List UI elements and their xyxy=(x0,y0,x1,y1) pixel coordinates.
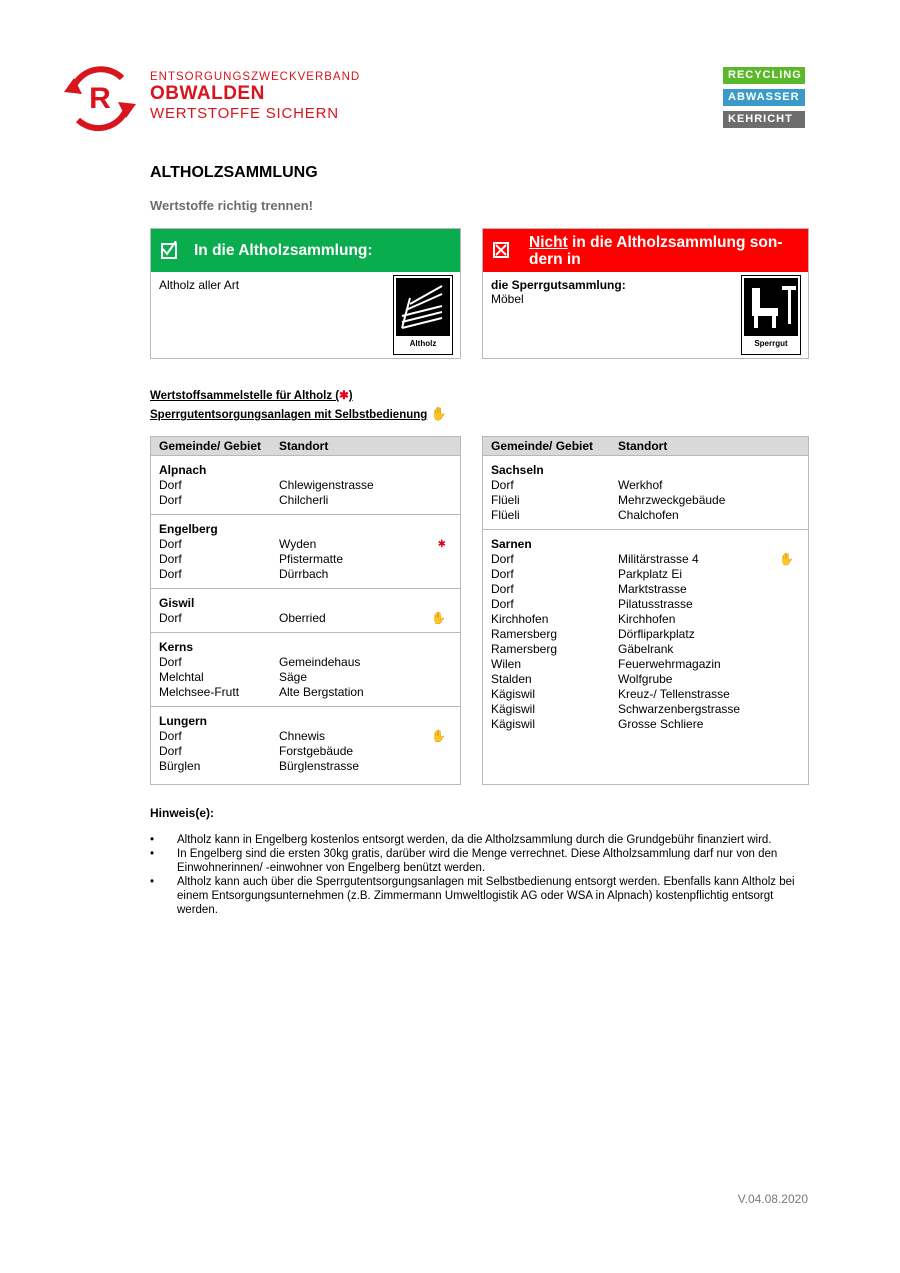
table-row xyxy=(151,567,460,582)
area-cell: Flüeli xyxy=(491,508,520,522)
hint-item: • Altholz kann auch über die Sperrgutentsorgungsanlagen mit Selbstbedienung entsorgt werden. Ebenfalls kann Altholz bei einem Entsorgungsunternehmen (z.B. Zimmermann Umweltlogistik AG oder WSA in Alpnach) kostenpflichtig entsorgt werden. xyxy=(150,875,810,917)
hint-item: • Altholz kann in Engelberg kostenlos entsorgt werden, da die Altholzsammlung durch die Grundgebühr finanziert wird. xyxy=(150,833,810,847)
brand-name xyxy=(150,70,360,123)
area-cell: Dorf xyxy=(491,552,514,566)
area-cell: Dorf xyxy=(491,567,514,581)
site-cell: Grosse Schliere xyxy=(618,717,704,731)
site-cell: Gemeindehaus xyxy=(279,655,361,669)
legend-altholz-text: Wertstoffsammelstelle für Altholz ( xyxy=(150,390,340,402)
area-cell: Dorf xyxy=(159,611,182,625)
table-row xyxy=(483,597,808,612)
table-row xyxy=(151,493,460,508)
area-cell: Dorf xyxy=(491,582,514,596)
tag-kehricht: KEHRICHT xyxy=(723,111,805,128)
table-row xyxy=(483,657,808,672)
table-header xyxy=(151,437,460,456)
brand-line-3: WERTSTOFFE SICHERN xyxy=(150,105,339,122)
table-row xyxy=(151,478,460,493)
hand-icon: ✋ xyxy=(431,611,446,625)
heading-line-2: dern in xyxy=(529,251,581,268)
table-header xyxy=(483,437,808,456)
area-cell: Kirchhofen xyxy=(491,612,549,626)
area-cell: Dorf xyxy=(159,493,182,507)
site-cell: Chnewis xyxy=(279,729,326,743)
box-not-allowed-bold-text: die Sperrgutsammlung: xyxy=(491,278,626,292)
table-row xyxy=(483,508,808,523)
location-group xyxy=(151,707,460,780)
municipality-name: Lungern xyxy=(159,714,207,728)
header-gemeinde: Gemeinde/ Gebiet xyxy=(159,439,262,453)
page-subtitle: Wertstoffe richtig trennen! xyxy=(150,198,313,213)
municipality-name: Sarnen xyxy=(491,537,532,551)
legend-sperrgut-text: Sperrgutentsorgungsanlagen mit Selbstbedienung xyxy=(150,409,428,421)
site-cell: Kirchhofen xyxy=(618,612,676,626)
area-cell: Dorf xyxy=(159,567,182,581)
brand-line-1: ENTSORGUNGSZWECKVERBAND xyxy=(150,71,361,83)
area-cell: Melchsee-Frutt xyxy=(159,685,240,699)
box-allowed-header xyxy=(151,229,460,272)
recycling-r-logo-icon xyxy=(60,64,140,132)
area-cell: Flüeli xyxy=(491,493,520,507)
sperrgut-caption: Sperrgut xyxy=(754,339,788,348)
area-cell: Dorf xyxy=(491,597,514,611)
table-row xyxy=(483,687,808,702)
heading-line-1: in die Altholzsammlung son- xyxy=(567,234,783,251)
table-row xyxy=(151,537,460,552)
legend-altholz-end: ) xyxy=(348,390,353,402)
table-row xyxy=(483,642,808,657)
location-group xyxy=(483,530,808,738)
star-marker-icon: ✱ xyxy=(437,539,446,550)
hand-icon: ✋ xyxy=(431,729,446,743)
area-cell: Dorf xyxy=(159,537,182,551)
box-allowed xyxy=(150,228,461,359)
table-row xyxy=(483,627,808,642)
table-body xyxy=(151,456,460,780)
altholz-pictogram xyxy=(393,275,453,355)
site-cell: Alte Bergstation xyxy=(279,685,364,699)
site-cell: Säge xyxy=(279,670,308,684)
site-cell: Mehrzweckgebäude xyxy=(618,493,726,507)
box-not-allowed xyxy=(482,228,809,359)
area-cell: Dorf xyxy=(491,478,514,492)
hints-list xyxy=(150,833,810,917)
legend-line-2 xyxy=(150,405,447,424)
box-not-allowed-body xyxy=(483,272,808,358)
table-row xyxy=(483,478,808,493)
table-row xyxy=(483,552,808,567)
legend xyxy=(150,388,447,424)
table-row xyxy=(151,670,460,685)
site-cell: Wolfgrube xyxy=(618,672,673,686)
table-row xyxy=(151,729,460,744)
tag-recycling: RECYCLING xyxy=(723,67,805,84)
area-cell: Wilen xyxy=(491,657,522,671)
area-cell: Kägiswil xyxy=(491,717,536,731)
site-cell: Parkplatz Ei xyxy=(618,567,683,581)
area-cell: Ramersberg xyxy=(491,627,558,641)
site-cell: Kreuz-/ Tellenstrasse xyxy=(618,687,730,701)
area-cell: Stalden xyxy=(491,672,532,686)
table-row xyxy=(483,493,808,508)
checkbox-x-icon xyxy=(493,242,509,258)
municipality-name: Engelberg xyxy=(159,522,218,536)
header-standort: Standort xyxy=(279,439,329,453)
location-group xyxy=(151,589,460,633)
municipality-name: Alpnach xyxy=(159,463,207,477)
logo xyxy=(60,64,140,132)
municipality-name: Giswil xyxy=(159,596,195,610)
table-body xyxy=(483,456,808,738)
logo-letter: R xyxy=(89,82,111,115)
table-row xyxy=(151,759,460,774)
star-marker-icon: ✱ xyxy=(339,390,349,402)
altholz-caption: Altholz xyxy=(409,339,437,348)
location-group xyxy=(151,633,460,707)
right-locations-table xyxy=(482,436,809,785)
hand-icon: ✋ xyxy=(779,552,794,566)
site-cell: Militärstrasse 4 xyxy=(618,552,699,566)
table-row xyxy=(151,655,460,670)
legend-line-1 xyxy=(150,388,447,405)
location-group xyxy=(151,456,460,515)
area-cell: Dorf xyxy=(159,729,182,743)
area-cell: Melchtal xyxy=(159,670,204,684)
area-cell: Dorf xyxy=(159,744,182,758)
table-row xyxy=(483,702,808,717)
box-not-allowed-heading xyxy=(529,234,782,268)
site-cell: Pfistermatte xyxy=(279,552,344,566)
left-locations-table xyxy=(150,436,461,785)
table-row xyxy=(151,685,460,700)
site-cell: Pilatusstrasse xyxy=(618,597,693,611)
table-row xyxy=(151,744,460,759)
wood-planks-icon xyxy=(396,278,450,336)
table-row xyxy=(483,717,808,732)
header-standort: Standort xyxy=(618,439,668,453)
site-cell: Wyden xyxy=(279,537,317,551)
tag-abwasser: ABWASSER xyxy=(723,89,805,106)
hand-icon: ✋ xyxy=(430,406,447,421)
site-cell: Dürrbach xyxy=(279,567,329,581)
site-cell: Gäbelrank xyxy=(618,642,674,656)
version-label: V.04.08.2020 xyxy=(737,1192,808,1206)
table-row xyxy=(483,567,808,582)
box-allowed-body xyxy=(151,272,460,358)
table-row xyxy=(483,582,808,597)
hints-title: Hinweis(e): xyxy=(150,806,215,820)
box-allowed-heading: In die Altholzsammlung: xyxy=(194,241,373,259)
municipality-name: Kerns xyxy=(159,640,194,654)
site-cell: Chlewigenstrasse xyxy=(279,478,374,492)
site-cell: Werkhof xyxy=(618,478,663,492)
box-not-allowed-header xyxy=(483,229,808,272)
site-cell: Bürglenstrasse xyxy=(279,759,360,773)
table-row xyxy=(151,552,460,567)
area-cell: Dorf xyxy=(159,552,182,566)
header-gemeinde: Gemeinde/ Gebiet xyxy=(491,439,594,453)
site-cell: Schwarzenbergstrasse xyxy=(618,702,741,716)
brand-line-2: OBWALDEN xyxy=(150,83,265,104)
table-row xyxy=(483,612,808,627)
municipality-name: Sachseln xyxy=(491,463,544,477)
table-row xyxy=(483,672,808,687)
hint-item: • In Engelberg sind die ersten 30kg gratis, darüber wird die Menge verrechnet. Diese Altholzsammlung darf nur von den Einwohnerinnen/ -einwohner von Engelberg benützt werden. xyxy=(150,847,810,875)
box-not-allowed-text: Möbel xyxy=(491,292,524,306)
area-cell: Kägiswil xyxy=(491,687,536,701)
site-cell: Feuerwehrmagazin xyxy=(618,657,721,671)
site-cell: Forstgebäude xyxy=(279,744,354,758)
site-cell: Dörfliparkplatz xyxy=(618,627,695,641)
category-tags xyxy=(723,67,805,133)
furniture-icon xyxy=(744,278,798,336)
location-group xyxy=(151,515,460,589)
sperrgut-pictogram xyxy=(741,275,801,355)
area-cell: Dorf xyxy=(159,478,182,492)
box-allowed-text: Altholz aller Art xyxy=(159,278,240,292)
site-cell: Oberried xyxy=(279,611,326,625)
area-cell: Ramersberg xyxy=(491,642,558,656)
checkbox-checked-icon xyxy=(161,243,177,259)
site-cell: Chalchofen xyxy=(618,508,679,522)
area-cell: Dorf xyxy=(159,655,182,669)
heading-emphasis: Nicht xyxy=(529,234,568,251)
area-cell: Kägiswil xyxy=(491,702,536,716)
location-group xyxy=(483,456,808,530)
area-cell: Bürglen xyxy=(159,759,201,773)
table-row xyxy=(151,611,460,626)
page-title: ALTHOLZSAMMLUNG xyxy=(150,164,318,181)
site-cell: Marktstrasse xyxy=(618,582,687,596)
site-cell: Chilcherli xyxy=(279,493,329,507)
